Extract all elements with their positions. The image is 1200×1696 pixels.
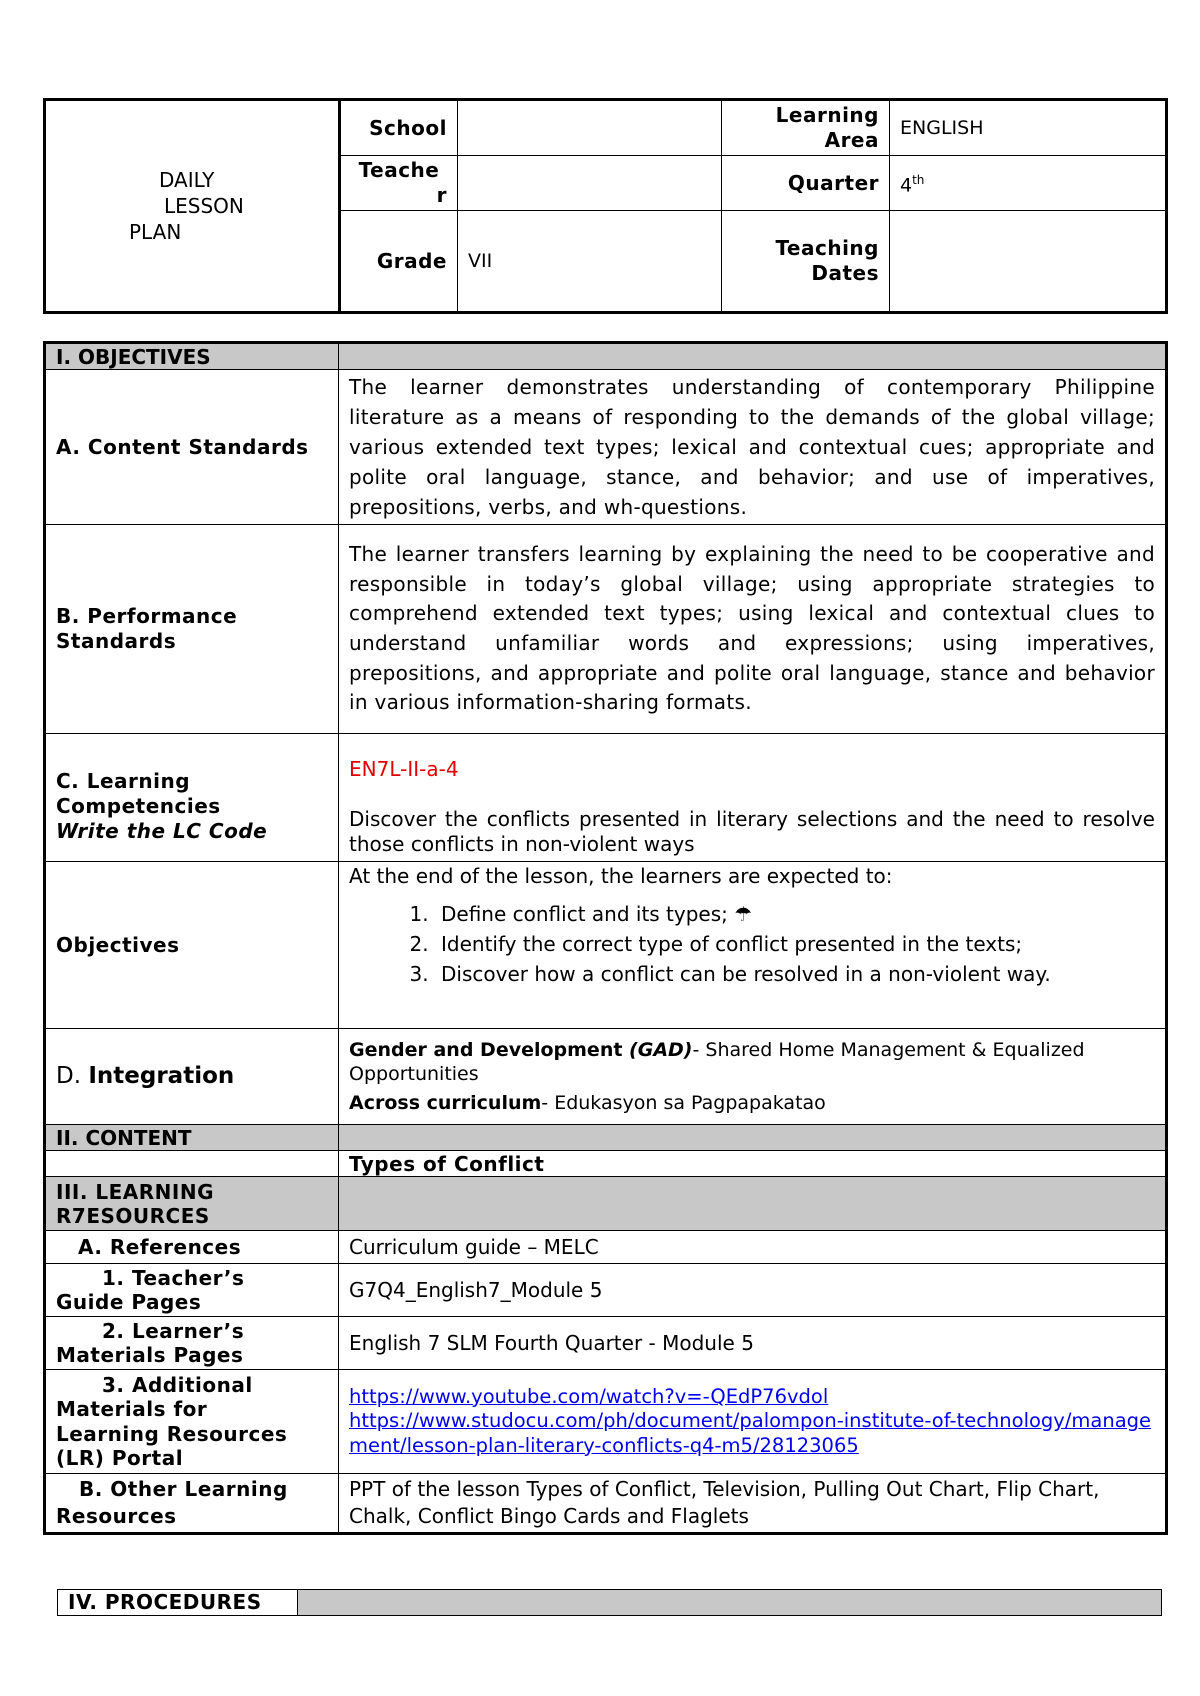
section-fill <box>339 343 1167 370</box>
learning-area-label-line-1: Learning <box>775 103 879 127</box>
title-line-1: DAILY <box>159 168 215 192</box>
objective-item: 3. Discover how a conflict can be resolved in a non-violent way. <box>435 959 1155 989</box>
teacher-label <box>340 156 458 211</box>
objective-item: 2. Identify the correct type of conflict presented in the texts; <box>435 929 1155 959</box>
additional-materials-links <box>339 1370 1167 1474</box>
document-title <box>45 100 340 313</box>
teachers-guide-label-line-1: 1. Teacher’s <box>102 1266 245 1290</box>
header-table <box>43 98 1168 314</box>
teachers-guide-label <box>45 1264 339 1317</box>
teachers-guide-value: G7Q4_English7_Module 5 <box>339 1264 1167 1317</box>
section-title-resources: III. LEARNING R7ESOURCES <box>45 1177 339 1231</box>
integration-title: Integration <box>88 1063 235 1089</box>
quarter-label: Quarter <box>722 156 890 211</box>
content-topic: Types of Conflict <box>339 1151 1167 1177</box>
quarter-number: 4 <box>900 174 913 197</box>
school-value <box>458 100 722 156</box>
objectives-intro: At the end of the lesson, the learners are expected to: <box>349 864 893 888</box>
additional-label-line-4: (LR) Portal <box>56 1446 184 1470</box>
competencies-label-line-3: Write the LC Code <box>56 819 268 843</box>
learners-materials-label <box>45 1317 339 1370</box>
section-fill <box>339 1125 1167 1151</box>
learning-area-value: ENGLISH <box>890 100 1167 156</box>
other-label-line-1: B. Other Learning <box>79 1477 288 1501</box>
youtube-link[interactable]: https://www.youtube.com/watch?v=-QEdP76vdol <box>349 1384 829 1408</box>
lesson-plan-table <box>43 341 1168 1535</box>
section-fill <box>298 1590 1162 1616</box>
teacher-label-line-2: r <box>436 183 447 207</box>
blank-cell <box>45 1151 339 1177</box>
objective-item: 1. Define conflict and its types; ☂ <box>435 899 1155 929</box>
section-row-resources <box>45 1177 1167 1231</box>
gad-line <box>349 1038 1155 1086</box>
across-bold: Across curriculum <box>349 1092 542 1114</box>
references-value: Curriculum guide – MELC <box>339 1231 1167 1264</box>
other-label-line-2: Resources <box>56 1504 177 1528</box>
additional-label-line-2: Materials for <box>56 1397 208 1421</box>
section-title-content: II. CONTENT <box>45 1125 339 1151</box>
objectives-cell <box>339 862 1167 1029</box>
competency-cell <box>339 734 1167 862</box>
section-fill <box>339 1177 1167 1231</box>
grade-label: Grade <box>340 211 458 313</box>
other-resources-value: PPT of the lesson Types of Conflict, Television, Pulling Out Chart, Flip Chart, Chalk, Conflict Bingo Cards and Flaglets <box>339 1474 1167 1534</box>
gad-bold: Gender and Development <box>349 1039 630 1061</box>
section-row-objectives <box>45 343 1167 370</box>
competencies-label-line-2: Competencies <box>56 794 221 818</box>
competencies-label-line-1: C. Learning <box>56 769 191 793</box>
performance-standards-label: B. Performance Standards <box>45 525 339 734</box>
references-label: A. References <box>45 1231 339 1264</box>
competency-text: Discover the conflicts presented in literary selections and the need to resolve those conflicts in non-violent ways <box>349 806 1155 856</box>
additional-label-line-1: 3. Additional <box>102 1372 253 1397</box>
studocu-link[interactable]: https://www.studocu.com/ph/document/palompon-institute-of-technology/management/lesson-plan-literary-conflicts-q4-m5/28123065 <box>349 1409 1152 1457</box>
teaching-dates-label-line-1: Teaching <box>775 236 879 260</box>
teacher-value <box>458 156 722 211</box>
competencies-label <box>45 734 339 862</box>
performance-standards-text: The learner transfers learning by explaining the need to be cooperative and responsible in today’s global village; using appropriate strategies to comprehend extended text types; using lexical and contextual clues to understand unfamiliar words and expressions; using imperatives, prepositions, and appropriate and polite oral language, stance and behavior in various information-sharing formats. <box>339 525 1167 734</box>
title-line-3: PLAN <box>129 220 182 244</box>
teaching-dates-label <box>722 211 890 313</box>
content-standards-label: A. Content Standards <box>45 370 339 525</box>
learning-area-label <box>722 100 890 156</box>
content-standards-text: The learner demonstrates understanding of contemporary Philippine literature as a means of responding to the demands of the global village; various extended text types; lexical and contextual cues; appropriate and polite oral language, stance, and behavior; and use of imperatives, prepositions, verbs, and wh-questions. <box>339 370 1167 525</box>
teaching-dates-value <box>890 211 1167 313</box>
objectives-label: Objectives <box>45 862 339 1029</box>
gad-text: - Shared Home Management & Equalized Opportunities <box>349 1039 1085 1085</box>
integration-label <box>45 1029 339 1125</box>
teaching-dates-label-line-2: Dates <box>811 261 879 285</box>
objectives-list <box>349 899 1155 989</box>
quarter-suffix: th <box>912 172 925 187</box>
across-line <box>349 1091 1155 1115</box>
teacher-label-line-1: Teache <box>358 158 440 182</box>
learning-area-label-line-2: Area <box>824 128 879 152</box>
integration-cell <box>339 1029 1167 1125</box>
learners-materials-label-line-1: 2. Learner’s <box>102 1319 245 1343</box>
gad-italic: (GAD) <box>629 1039 693 1061</box>
across-text: - Edukasyon sa Pagpapakatao <box>541 1092 826 1114</box>
school-label: School <box>340 100 458 156</box>
additional-label-line-3: Learning Resources <box>56 1421 288 1446</box>
integration-prefix: D. <box>56 1063 89 1089</box>
section-title-objectives: I. OBJECTIVES <box>45 343 339 370</box>
learners-materials-value: English 7 SLM Fourth Quarter - Module 5 <box>339 1317 1167 1370</box>
teachers-guide-label-line-2: Guide Pages <box>56 1290 202 1314</box>
title-line-2: LESSON <box>164 194 244 218</box>
additional-materials-label <box>45 1370 339 1474</box>
section-title-procedures: IV. PROCEDURES <box>58 1590 298 1616</box>
learners-materials-label-line-2: Materials Pages <box>56 1343 244 1367</box>
grade-value: VII <box>458 211 722 313</box>
procedures-bar <box>57 1589 1162 1616</box>
lc-code: EN7L-II-a-4 <box>349 756 459 781</box>
other-resources-label <box>45 1474 339 1534</box>
quarter-value <box>890 156 1167 211</box>
section-row-content <box>45 1125 1167 1151</box>
